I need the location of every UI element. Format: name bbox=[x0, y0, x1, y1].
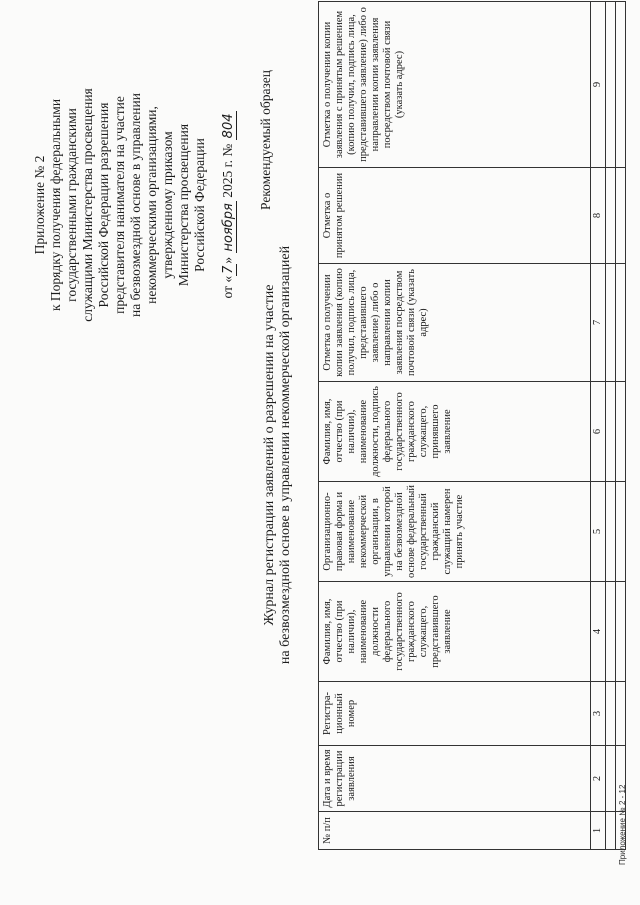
column-number: 9 bbox=[591, 2, 606, 168]
table-cell bbox=[606, 482, 616, 582]
appendix-line: служащими Министерства просвещения bbox=[80, 88, 95, 322]
table-cell bbox=[606, 168, 616, 264]
table-cell bbox=[616, 382, 626, 482]
date-mid: » bbox=[220, 256, 235, 264]
table-cell bbox=[606, 382, 616, 482]
table-header-cell: Отметка о принятом решении bbox=[319, 168, 591, 264]
journal-title-line: Журнал регистрации заявлений о разрешении на участие bbox=[262, 284, 277, 626]
table-cell bbox=[606, 2, 616, 168]
date-month: ноября bbox=[221, 203, 236, 252]
table-row bbox=[616, 2, 626, 850]
order-number: 804 bbox=[221, 113, 236, 139]
table-cell bbox=[616, 582, 626, 682]
appendix-line: на безвозмездной основе в управлении bbox=[128, 93, 143, 317]
table-number-row bbox=[591, 2, 606, 850]
table-header-cell: Дата и время регистрации заявления bbox=[319, 746, 591, 812]
table-row bbox=[606, 2, 616, 850]
appendix-line: Российской Федерации разрешения bbox=[96, 102, 111, 308]
page-footer: Приложение № 2 - 12 bbox=[618, 784, 627, 865]
table-cell bbox=[616, 168, 626, 264]
column-number: 7 bbox=[591, 264, 606, 382]
appendix-line: Министерства просвещения bbox=[176, 123, 191, 287]
table-header-cell: Отметка о получении копии заявления с принятым решением (копию получил, подпись лица, представившего заявление) либо о направлении копии заявления посредством почтовой связи (указать адрес) bbox=[319, 2, 591, 168]
table-header-cell: Фамилия, имя, отчество (при наличии), наименование должности федерального государственного гражданского служащего, представившего заявление bbox=[319, 582, 591, 682]
column-number: 1 bbox=[591, 812, 606, 850]
appendix-line: Приложение № 2 bbox=[32, 155, 47, 255]
journal-title bbox=[262, 75, 294, 835]
journal-title-line: на безвозмездной основе в управлении некоммерческой организацией bbox=[278, 245, 293, 665]
date-prefix: от « bbox=[220, 275, 235, 299]
table-header-cell: Отметка о получении копии заявления (копию получил, подпись лица, представившего заявление) либо о направлении копии заявления посредством почтовой связи (указать адрес) bbox=[319, 264, 591, 382]
table-header-cell: Фамилия, имя, отчество (при наличии), наименование должности, подпись федерального государственного гражданского служащего, принявшего заявление bbox=[319, 382, 591, 482]
appendix-line: представителя нанимателя на участие bbox=[112, 96, 127, 314]
table-header-row bbox=[319, 2, 591, 850]
table-cell bbox=[616, 2, 626, 168]
table-cell bbox=[606, 812, 616, 850]
table-cell bbox=[606, 746, 616, 812]
table-header-cell: Организационно-правовая форма и наименование некоммерческой организации, в управлении которой на безвозмездной основе федеральный государственный гражданский служащий намерен принять участие bbox=[319, 482, 591, 582]
order-date-line bbox=[220, 25, 237, 385]
date-day: 7 bbox=[221, 265, 236, 274]
sample-label: Рекомендуемый образец bbox=[258, 70, 273, 211]
column-number: 6 bbox=[591, 382, 606, 482]
table-cell bbox=[606, 264, 616, 382]
column-number: 3 bbox=[591, 682, 606, 746]
table-header-cell: Регистра-ционный номер bbox=[319, 682, 591, 746]
appendix-header bbox=[32, 25, 237, 385]
appendix-line: государственными гражданскими bbox=[64, 108, 79, 302]
appendix-line: утвержденному приказом bbox=[160, 131, 175, 279]
table-cell bbox=[606, 682, 616, 746]
table-cell bbox=[616, 482, 626, 582]
column-number: 8 bbox=[591, 168, 606, 264]
table-header-cell: № п/п bbox=[319, 812, 591, 850]
table-cell bbox=[606, 582, 616, 682]
appendix-line: к Порядку получения федеральными bbox=[48, 98, 63, 312]
table-cell bbox=[616, 264, 626, 382]
registration-table bbox=[318, 1, 626, 850]
column-number: 5 bbox=[591, 482, 606, 582]
column-number: 2 bbox=[591, 746, 606, 812]
appendix-line: некоммерческими организациями, bbox=[144, 106, 159, 304]
column-number: 4 bbox=[591, 582, 606, 682]
table-cell bbox=[616, 682, 626, 746]
appendix-line: Российской Федерации bbox=[192, 138, 207, 272]
date-year: 2025 г. № bbox=[220, 143, 235, 198]
